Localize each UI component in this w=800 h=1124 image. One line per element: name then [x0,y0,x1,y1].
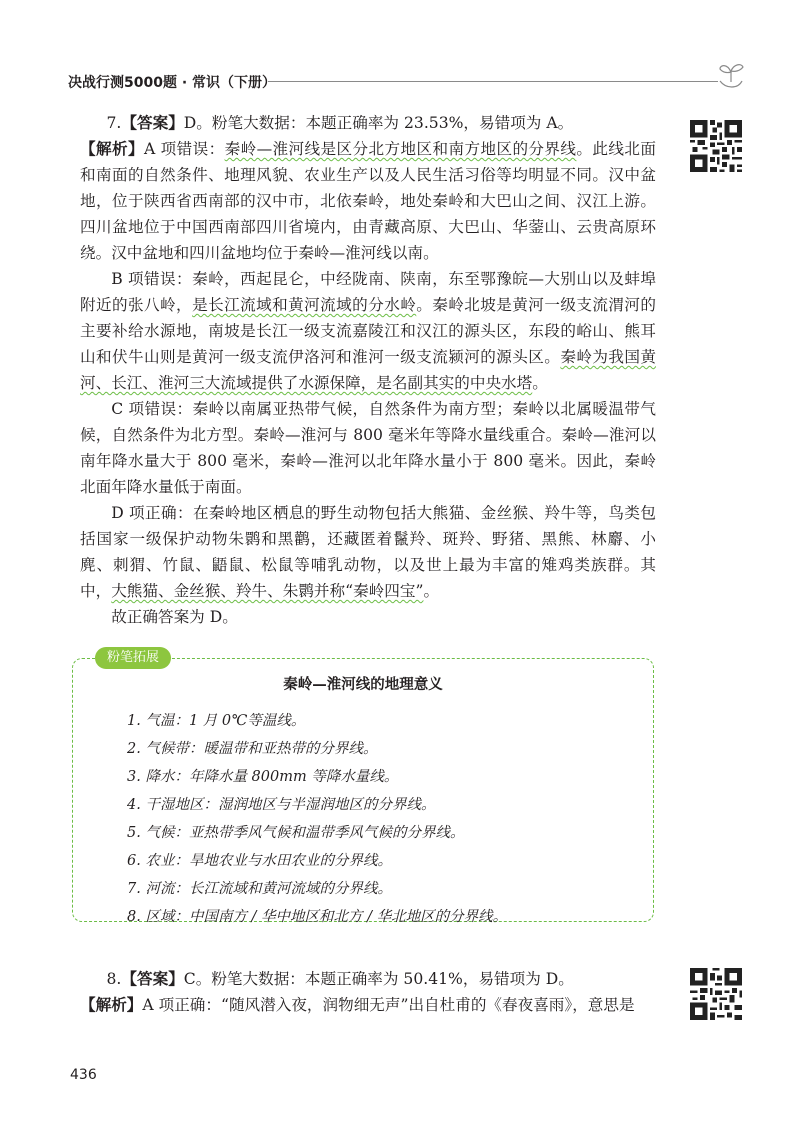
analysis-a [80,136,656,266]
analysis-a [80,992,656,1018]
analysis-c: C 项错误：秦岭以南属亚热带气候，自然条件为南方型；秦岭以北属暖温带气候，自然条件为北方型。秦岭—淮河与 800 毫米年等降水量线重合。秦岭—淮河以南年降水量大于 800 毫米，秦岭—淮河以北年降水量小于 800 毫米。因此，秦岭北面年降水量低于南面。 [80,400,656,496]
answer-line [80,966,656,992]
answer-tag: 【答案】 [121,969,184,988]
highlight-text: 秦岭—淮河线是区分北方地区和南方地区的分界线 [224,140,577,158]
list-item: 7. 河流：长江流域和黄河流域的分界线。 [127,881,392,897]
option-b-lead: B 项错误：秦岭，西起昆仑，中经陇南、陕南，东至鄂豫皖—大别山以及蚌埠附近的张八岭， [80,270,656,314]
question-8 [80,966,656,1018]
list-item: 1. 气温：1 月 0℃等温线。 [127,713,306,729]
option-a-lead: A 项错误： [143,140,225,158]
list-item: 6. 农业：旱地农业与水田农业的分界线。 [127,853,392,869]
qr-code-icon[interactable] [690,120,742,172]
question-number: 7. [106,114,122,132]
analysis-tag: 【解析】 [80,139,144,158]
qr-code-icon[interactable] [690,968,742,1020]
option-a-text: A 项正确：“随风潜入夜，润物细无声”出自杜甫的《春夜喜雨》，意思是 [142,996,635,1014]
page-header [0,58,800,94]
option-a-rest: 。此线北面和南面的自然条件、地理风貌、农业生产以及人民生活习俗等均明显不同。汉中盆地，位于陕西省西南部的汉中市，北依秦岭，地处秦岭和大巴山之间、汉江上游。四川盆地位于中国西南部四川省境内，由青藏高原、大巴山、华蓥山、云贵高原环绕。汉中盆地和四川盆地均位于秦岭—淮河线以南。 [80,140,656,262]
book-title: 决战行测5000题 · 常识（下册） [68,75,277,91]
list-item: 8. 区域：中国南方 / 华中地区和北方 / 华北地区的分界线。 [127,909,508,925]
option-b-end: 。 [532,374,548,392]
sprout-icon [716,58,746,94]
extension-box [72,650,654,925]
extension-label: 粉笔拓展 [95,647,171,669]
list-item: 2. 气候带：暖温带和亚热带的分界线。 [127,741,378,757]
analysis-tag: 【解析】 [80,995,143,1014]
question-7 [80,110,656,925]
answer-text: D。粉笔大数据：本题正确率为 23.53%，易错项为 A。 [183,114,574,132]
extension-title: 秦岭—淮河线的地理意义 [283,677,443,693]
analysis-d [80,500,656,604]
analysis-b [80,266,656,396]
list-item: 3. 降水：年降水量 800mm 等降水量线。 [127,769,399,785]
answer-text: C。粉笔大数据：本题正确率为 50.41%，易错项为 D。 [183,970,574,988]
highlight-text: 是长江流域和黄河流域的分水岭 [192,296,417,314]
answer-tag: 【答案】 [121,113,184,132]
option-d-end: 。 [423,582,440,600]
list-item: 4. 干湿地区：湿润地区与半湿润地区的分界线。 [127,797,436,813]
option-d-lead: D 项正确：在秦岭地区栖息的野生动物包括大熊猫、金丝猴、羚牛等，鸟类包括国家一级保护动物朱鹮和黑鹳，还藏匿着鬣羚、斑羚、野猪、黑熊、林麝、小麂、刺猬、竹鼠、鼯鼠、松鼠等哺乳动物，以及世上最为丰富的雉鸡类族群。其中， [80,504,656,600]
conclusion: 故正确答案为 D。 [111,608,238,626]
page-number: 436 [70,1067,97,1083]
header-rule [268,81,718,82]
extension-list [127,707,507,931]
question-number: 8. [106,970,122,988]
list-item: 5. 气候：亚热带季风气候和温带季风气候的分界线。 [127,825,465,841]
highlight-text: 大熊猫、金丝猴、羚牛、朱鹮并称“秦岭四宝” [111,582,424,600]
option-b-mid: 。秦岭北坡是黄河一级支流渭河的主要补给水源地，南坡是长江一级支流嘉陵江和汉江的源头区，东段的峪山、熊耳山和伏牛山则是黄河一级支流伊洛河和淮河一级支流颍河的源头区。 [80,296,656,366]
answer-line [80,110,656,136]
highlight-text: 秦岭为我国黄河、长江、淮河三大流域提供了水源保障，是名副其实的中央水塔 [80,348,656,392]
